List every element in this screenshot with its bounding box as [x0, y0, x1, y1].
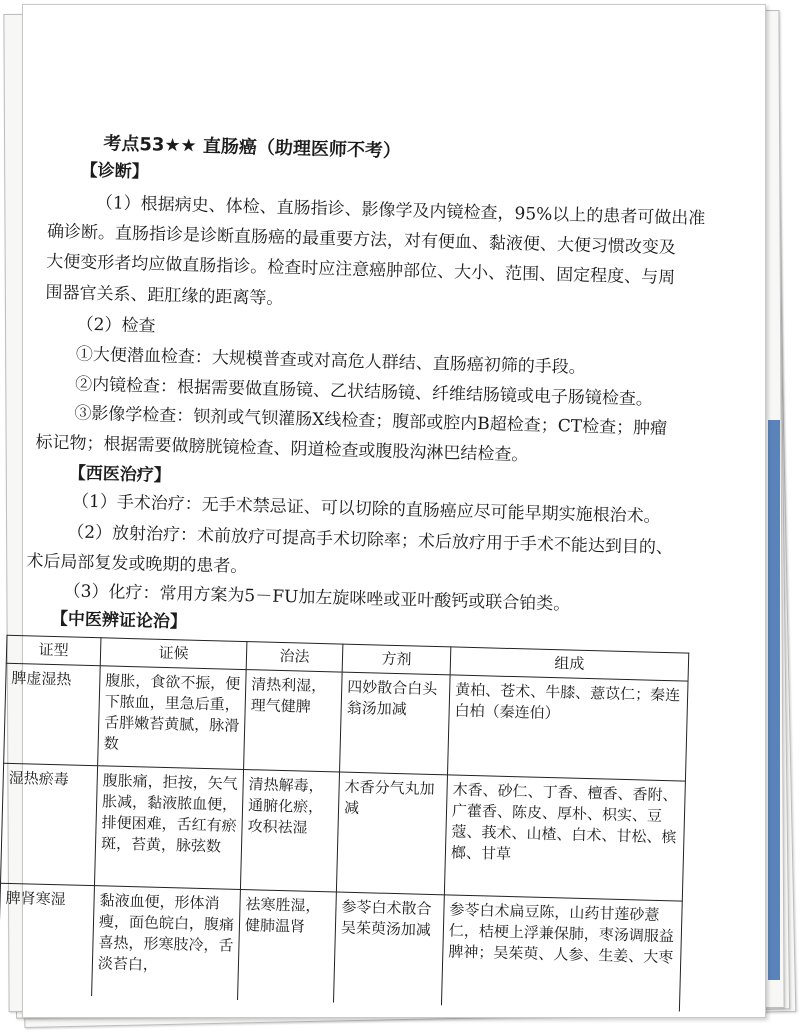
cell-syndrome-type: 脾虚湿热 [4, 663, 101, 765]
diagnosis-item2: ②内镜检查：根据需要做直肠镜、乙状结肠镜、纤维结肠镜或电子肠镜检查。 [74, 374, 654, 410]
cell-symptoms: 腹胀痛，拒按，矢气胀减，黏液脓血便，排便困难，舌红有瘀斑，苔黄，脉弦数 [94, 766, 243, 890]
diagnosis-item3-line1: ③影像学检查：钡剂或气钡灌肠X线检查；腹部或腔内B超检查；CT检查；肿瘤 [74, 403, 668, 440]
western-t2-line1: （2）放射治疗：术前放疗可提高手术切除率；术后放疗用于手术不能达到目的、 [66, 522, 674, 559]
cell-composition: 木香、砂仁、丁香、檀香、香附、广藿香、陈皮、厚朴、枳实、豆蔻、莪术、山楂、白术、甘松、槟榔、甘草 [444, 775, 685, 901]
document-page [5, 4, 766, 1018]
page-content [0, 5, 765, 1036]
western-t2-line2: 术后局部复发或晚期的患者。 [26, 551, 248, 578]
diagnosis-p2: （2）检查 [76, 314, 156, 337]
cell-formula: 参苓白术散合吴茱萸汤加减 [334, 892, 445, 1005]
header-formula: 方剂 [342, 644, 451, 675]
cell-method: 清热利湿，理气健脾 [244, 670, 343, 772]
cell-method: 清热解毒，通腑化瘀，攻积祛湿 [240, 770, 339, 892]
cell-syndrome-type: 脾肾寒湿 [0, 883, 94, 995]
section-western-treatment: 【西医治疗】 [68, 463, 171, 487]
cell-symptoms: 黏液血便，形体消瘦，面色皖白，腹痛喜热，形寒肢冷，舌淡苔白， [92, 886, 241, 1000]
cell-symptoms: 腹胀，食欲不振，便下脓血，里急后重，舌胖嫩苔黄腻，脉滑数 [98, 666, 247, 770]
section-diagnosis: 【诊断】 [80, 160, 149, 183]
diagnosis-p1-line1: （1）根据病史、体检、直肠指诊、影像学及内镜检查，95%以上的患者可做出准 [95, 192, 706, 229]
header-syndrome-type: 证型 [6, 635, 101, 665]
cell-composition: 黄柏、苍术、牛膝、薏苡仁；秦连白柏（秦连伯） [447, 675, 688, 781]
table-row [4, 663, 688, 781]
cell-formula: 四妙散合白头翁汤加减 [340, 672, 451, 775]
book-cover-edge [768, 420, 780, 980]
western-t1: （1）手术治疗：无手术禁忌证、可以切除的直肠癌应尽可能早期实施根治术。 [71, 491, 661, 527]
header-symptoms: 证候 [100, 638, 247, 670]
diagnosis-item1: ①大便潜血检查：大规模普查或对高危人群结、直肠癌初筛的手段。 [75, 344, 586, 378]
header-treatment-method: 治法 [246, 642, 343, 673]
table-row [0, 883, 682, 1011]
cell-composition: 参苓白术扁豆陈，山药甘莲砂薏仁，桔梗上浮兼保肺，枣汤调服益脾神；吴茱萸、人参、生姜、大枣 [441, 895, 682, 1011]
table-row [1, 763, 686, 901]
tcm-table [0, 635, 689, 1011]
page-title: 考点53★★ 直肠癌（助理医师不考） [103, 133, 402, 162]
diagnosis-item3-line2: 标记物；根据需要做膀胱镜检查、阴道检查或腹股沟淋巴结检查。 [35, 432, 529, 466]
diagnosis-p1-line2: 确诊断。直肠指诊是诊断直肠癌的最重要方法，对有便血、黏液便、大便习惯改变及 [46, 221, 677, 259]
header-composition: 组成 [450, 647, 689, 681]
cell-method: 祛寒胜湿，健肺温肾 [238, 889, 337, 1001]
cell-formula: 木香分气丸加减 [336, 772, 447, 895]
diagnosis-p1-line3: 大便变形者均应做直肠指诊。检查时应注意癌肿部位、大小、范围、固定程度、与周 [46, 251, 676, 289]
section-tcm: 【中医辨证论治】 [50, 608, 188, 633]
cell-syndrome-type: 湿热瘀毒 [1, 763, 98, 885]
western-t3: （3）化疗：常用方案为5－FU加左旋咪唑或亚叶酸钙或联合铂类。 [63, 581, 571, 615]
diagnosis-p1-line4: 围器官关系、距肛缘的距离等。 [45, 282, 284, 309]
